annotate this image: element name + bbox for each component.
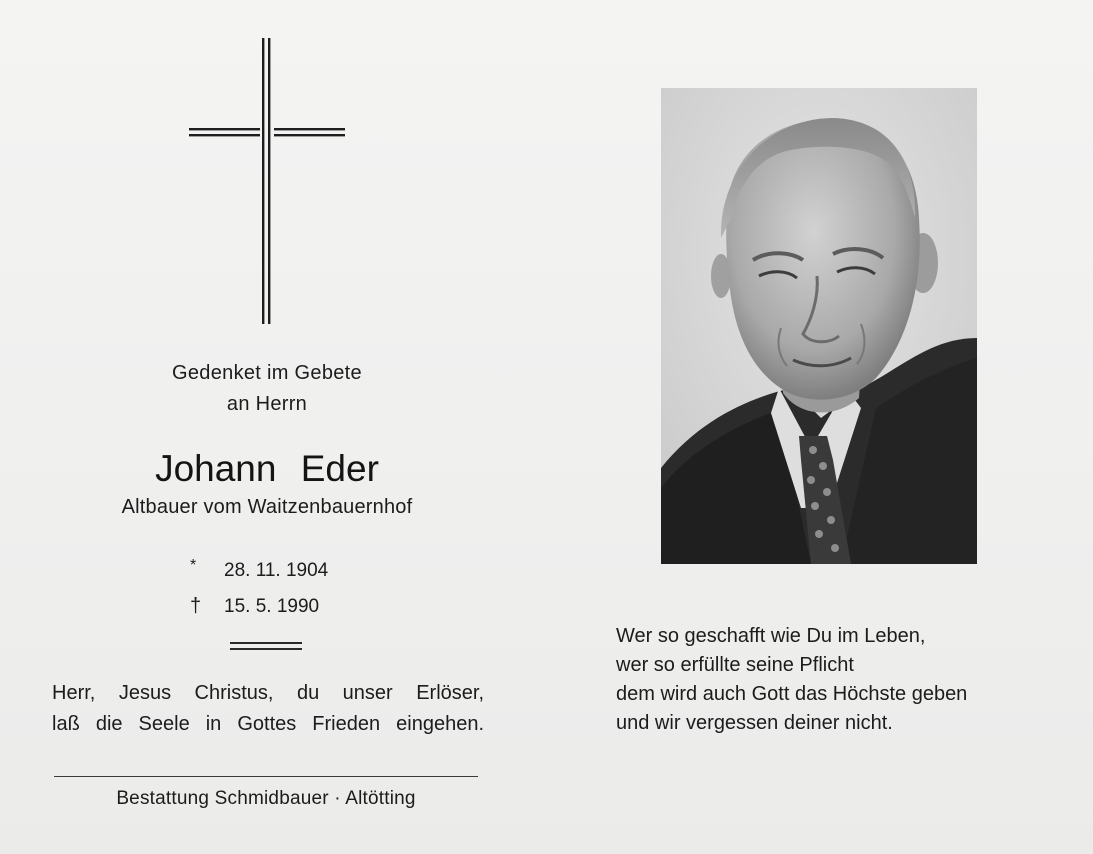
- poem-line-2: wer so erfüllte seine Pflicht: [616, 654, 854, 676]
- prayer-text: [52, 678, 484, 740]
- life-dates: [190, 554, 328, 624]
- intro-line-1: Gedenket im Gebete: [172, 362, 362, 384]
- ornament-divider: [230, 642, 302, 652]
- death-date: 15. 5. 1990: [224, 596, 320, 617]
- birth-symbol: *: [190, 557, 197, 574]
- birth-date: 28. 11. 1904: [224, 560, 329, 581]
- poem-text: [616, 622, 967, 738]
- portrait-photo: [661, 88, 977, 564]
- intro-line-2: an Herrn: [226, 393, 308, 415]
- prayer-line-1: Herr, Jesus Christus, du unser Erlöser,: [52, 682, 484, 704]
- poem-line-3: dem wird auch Gott das Höchste geben: [616, 683, 968, 705]
- deceased-title: Altbauer vom Waitzenbauernhof: [121, 496, 413, 518]
- prayer-line-2: laß die Seele in Gottes Frieden eingehen.: [52, 713, 484, 735]
- deceased-name: Johann Eder: [155, 448, 379, 489]
- intro-text: [130, 358, 404, 420]
- death-row: [190, 589, 328, 624]
- poem-line-4: und wir vergessen deiner nicht.: [616, 712, 893, 734]
- birth-row: [190, 554, 328, 589]
- poem-line-1: Wer so geschafft wie Du im Leben,: [616, 625, 926, 647]
- footer-divider: [54, 776, 478, 777]
- cross-icon: [186, 38, 348, 324]
- funeral-home-credit: Bestattung Schmidbauer · Altötting: [116, 788, 416, 809]
- death-symbol: †: [190, 595, 202, 617]
